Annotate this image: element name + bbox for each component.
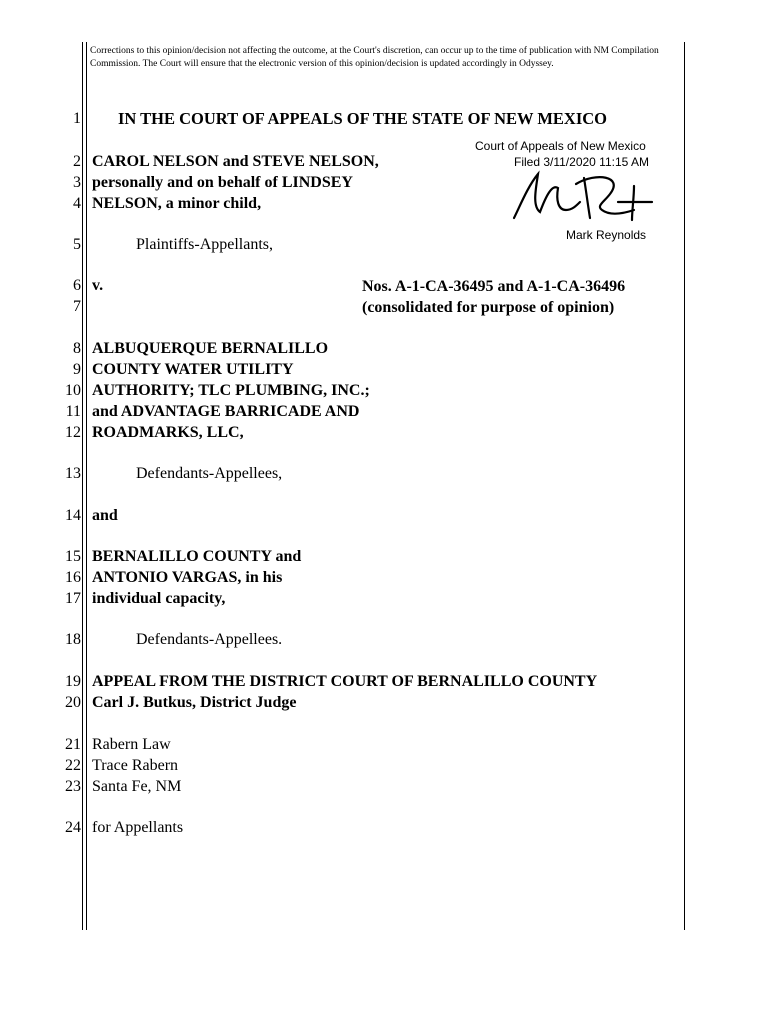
left-margin-rule-inner (86, 42, 87, 930)
defendants-name: ALBUQUERQUE BERNALILLO (92, 340, 329, 357)
line-number: 13 (65, 465, 81, 482)
line-number: 16 (65, 569, 81, 586)
corrections-notice: Corrections to this opinion/decision not affecting the outcome, at the Court's discretion, can occur up to the time of publication with NM Compilation Commission. The Court will ensure that the electronic version of this opinion/decision is updated accordingly in Odyssey. (90, 46, 659, 69)
appeal-heading: APPEAL FROM THE DISTRICT COURT OF BERNALILLO COUNTY (92, 673, 598, 690)
line-number: 17 (65, 590, 81, 607)
line-number: 10 (65, 382, 81, 399)
line-number: 9 (73, 361, 81, 378)
line-number: 14 (65, 507, 81, 524)
filing-stamp-clerk: Mark Reynolds (566, 228, 647, 242)
left-margin-rule-outer (82, 42, 83, 930)
counsel-firm: Rabern Law (92, 736, 171, 753)
defendants-name: and ADVANTAGE BARRICADE AND (92, 403, 360, 420)
filing-stamp-date: Filed 3/11/2020 11:15 AM (514, 155, 649, 169)
counsel-name: Trace Rabern (92, 757, 179, 774)
filing-stamp-court: Court of Appeals of New Mexico (475, 139, 646, 153)
line-number: 19 (65, 673, 81, 690)
line-number: 11 (65, 403, 81, 420)
court-title: IN THE COURT OF APPEALS OF THE STATE OF NEW MEXICO (118, 109, 608, 128)
line-number: 20 (65, 694, 81, 711)
defendants-name: AUTHORITY; TLC PLUMBING, INC.; (92, 382, 370, 399)
line-number: 7 (73, 298, 81, 315)
conjunction-and: and (92, 507, 118, 524)
line-number: 15 (65, 548, 81, 565)
plaintiffs-name: CAROL NELSON and STEVE NELSON, (92, 153, 379, 170)
line-number: 24 (65, 819, 81, 836)
line-number: 5 (73, 236, 81, 253)
defendants-name: BERNALILLO COUNTY and (92, 548, 302, 565)
plaintiffs-name: personally and on behalf of LINDSEY (92, 174, 353, 191)
plaintiffs-name: NELSON, a minor child, (92, 195, 262, 212)
line-number: 12 (65, 424, 81, 441)
line-number: 8 (73, 340, 81, 357)
clerk-signature-icon (506, 166, 656, 236)
defendants-name: ROADMARKS, LLC, (92, 424, 244, 441)
line-number: 2 (73, 153, 81, 170)
line-number: 3 (73, 174, 81, 191)
line-number: 21 (65, 736, 81, 753)
defendants-name: COUNTY WATER UTILITY (92, 361, 294, 378)
line-number: 23 (65, 778, 81, 795)
case-numbers: Nos. A-1-CA-36495 and A-1-CA-36496 (362, 278, 626, 295)
defendants-name: individual capacity, (92, 590, 226, 607)
party-role-defendants: Defendants-Appellees. (136, 631, 283, 648)
party-role-defendants: Defendants-Appellees, (136, 465, 283, 482)
line-number: 1 (73, 110, 81, 127)
line-number: 6 (73, 277, 81, 294)
district-judge: Carl J. Butkus, District Judge (92, 694, 297, 711)
line-number: 22 (65, 757, 81, 774)
right-margin-rule (684, 42, 685, 930)
defendants-name: ANTONIO VARGAS, in his (92, 569, 283, 586)
line-number: 18 (65, 631, 81, 648)
case-consolidation-note: (consolidated for purpose of opinion) (362, 299, 615, 316)
counsel-for: for Appellants (92, 819, 184, 836)
party-role-plaintiffs: Plaintiffs-Appellants, (136, 236, 274, 253)
counsel-location: Santa Fe, NM (92, 778, 182, 795)
line-number: 4 (73, 195, 81, 212)
versus: v. (92, 277, 104, 294)
